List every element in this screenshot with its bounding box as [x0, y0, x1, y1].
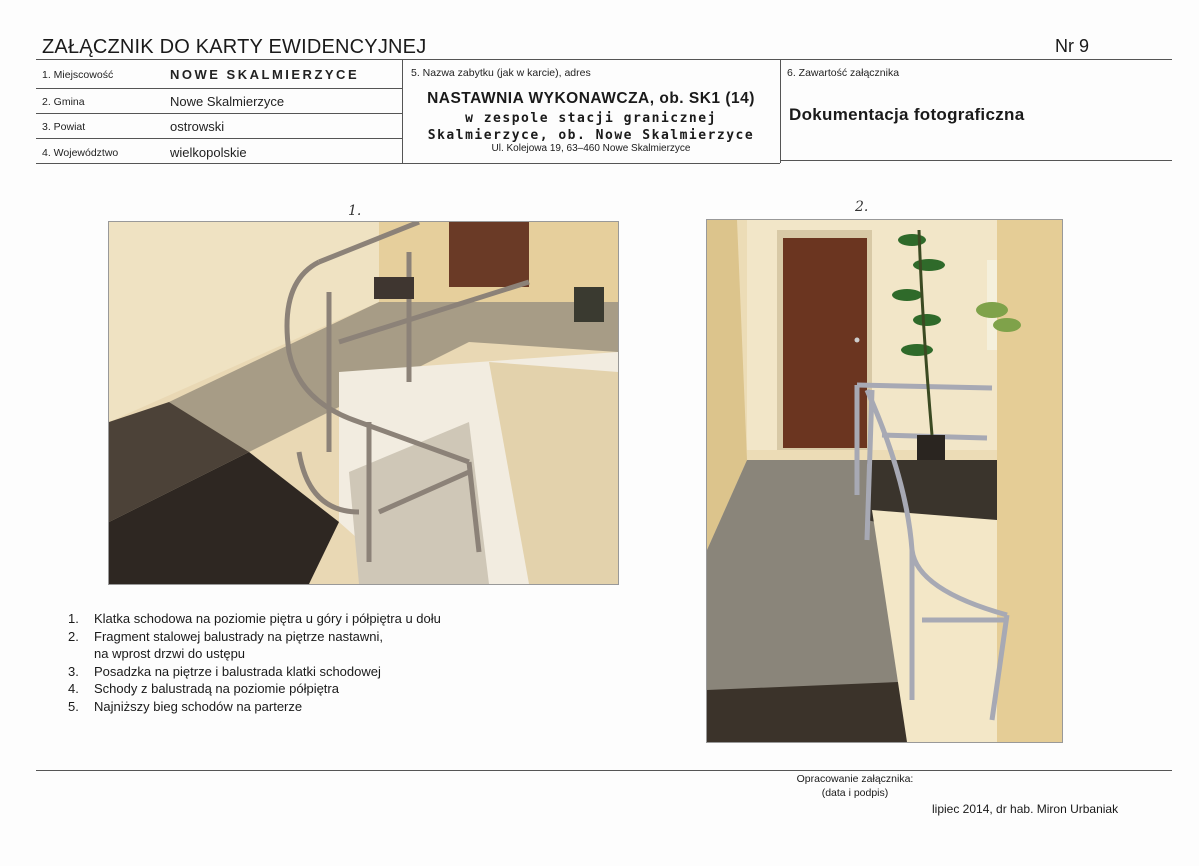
table-row-line	[36, 138, 402, 139]
object-location: Skalmierzyce, ob. Nowe Skalmierzyce	[427, 128, 755, 143]
photo-1-stairwell-image	[109, 222, 618, 584]
photo-2-corridor-image	[707, 220, 1062, 742]
caption-text: Schody z balustradą na poziomie półpiętra	[94, 681, 339, 696]
signature-label	[790, 772, 920, 800]
field-label-powiat: 3. Powiat	[42, 121, 86, 133]
caption-text: Klatka schodowa na poziomie piętra u góry i półpiętra u dołu	[94, 611, 441, 626]
field-label-miejscowosc: 1. Miejscowość	[42, 69, 114, 81]
signature-label-line1: Opracowanie załącznika:	[796, 773, 914, 785]
field-value-wojewodztwo: wielkopolskie	[170, 145, 247, 160]
caption-number: 3.	[68, 663, 79, 679]
caption-number: 2.	[68, 628, 79, 644]
object-description	[404, 90, 778, 154]
list-item	[68, 663, 441, 681]
caption-text: Fragment stalowej balustrady na piętrze nastawni,	[94, 628, 384, 644]
caption-number: 5.	[68, 698, 79, 714]
object-name: NASTAWNIA WYKONAWCZA, ob. SK1 (14)	[427, 90, 755, 107]
table-row-line	[36, 88, 402, 89]
table-divider	[780, 59, 781, 163]
page-number: Nr 9	[1055, 36, 1090, 56]
list-item	[68, 680, 441, 698]
caption-text: na wprost drzwi do ustępu	[94, 646, 246, 661]
list-item	[68, 698, 441, 716]
contents-label: 6. Zawartość załącznika	[787, 67, 900, 79]
field-label-gmina: 2. Gmina	[42, 96, 85, 108]
footer-line	[36, 770, 1172, 771]
table-top-line	[36, 59, 1172, 60]
signature-value: lipiec 2014, dr hab. Miron Urbaniak	[932, 802, 1119, 816]
object-complex: w zespole stacji granicznej	[465, 111, 717, 126]
field-value-miejscowosc: NOWE SKALMIERZYCE	[170, 67, 360, 82]
table-row-line	[36, 113, 402, 114]
object-label: 5. Nazwa zabytku (jak w karcie), adres	[411, 67, 591, 79]
photo-captions-list	[68, 610, 441, 715]
list-item	[68, 645, 441, 663]
caption-text: Posadzka na piętrze i balustrada klatki schodowej	[94, 663, 381, 679]
list-item	[68, 610, 441, 628]
photo-1-number: 1.	[348, 203, 362, 219]
table-bottom-line	[36, 163, 780, 164]
object-address: Ul. Kolejowa 19, 63–460 Nowe Skalmierzyce	[491, 143, 691, 154]
caption-number: 4.	[68, 681, 79, 696]
photo-2	[706, 219, 1063, 743]
signature-label-line2: (data i podpis)	[821, 787, 889, 799]
field-label-wojewodztwo: 4. Województwo	[42, 147, 119, 159]
table-bottom-line-right	[780, 160, 1172, 161]
photo-2-number: 2.	[855, 199, 869, 215]
field-value-powiat: ostrowski	[170, 119, 225, 134]
caption-number: 1.	[68, 611, 79, 626]
field-value-gmina: Nowe Skalmierzyce	[170, 94, 285, 109]
photo-1	[108, 221, 619, 585]
page-title: ZAŁĄCZNIK DO KARTY EWIDENCYJNEJ	[42, 36, 427, 58]
table-divider	[402, 59, 403, 163]
list-item	[68, 628, 441, 646]
caption-text: Najniższy bieg schodów na parterze	[94, 698, 303, 714]
contents-value: Dokumentacja fotograficzna	[789, 105, 1025, 124]
